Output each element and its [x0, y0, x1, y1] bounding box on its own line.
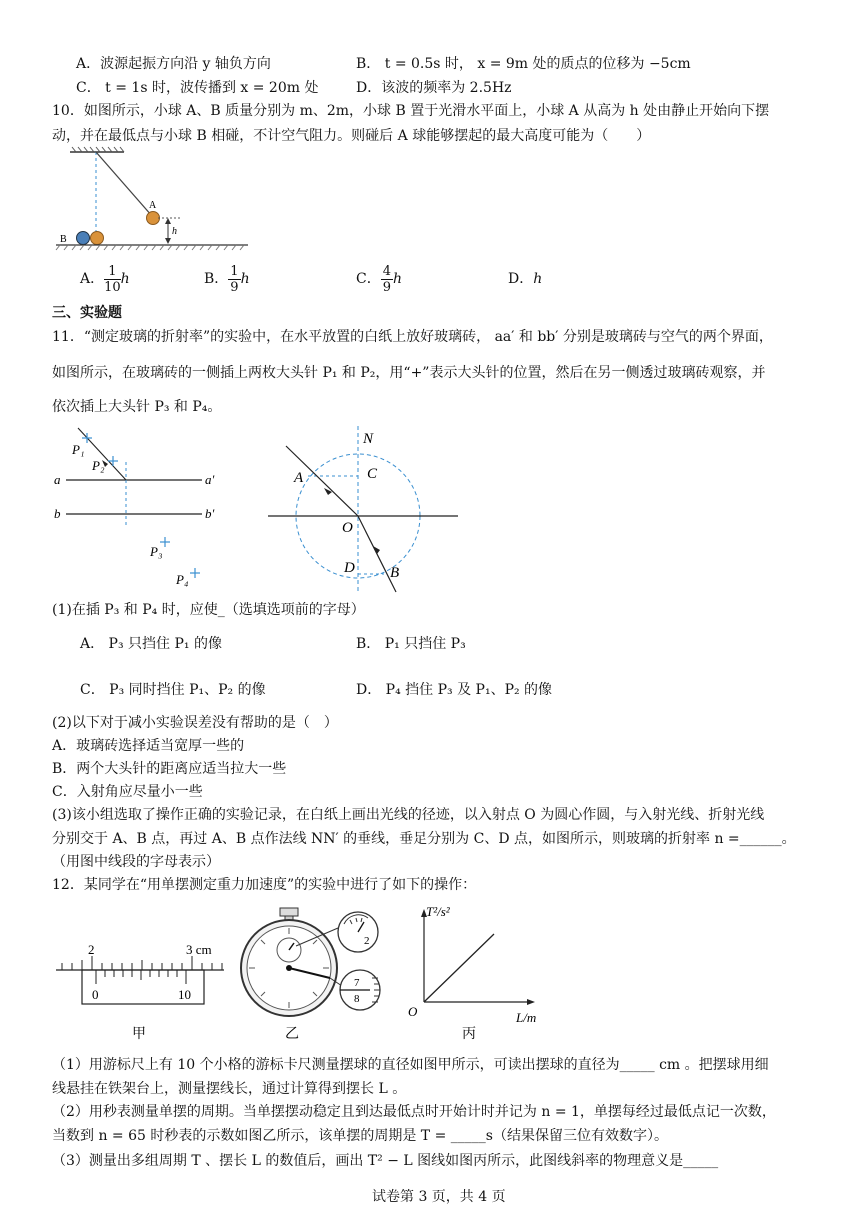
label-n: N	[363, 431, 374, 447]
label-b: b	[54, 506, 61, 521]
ceiling-hatch	[70, 147, 124, 152]
label-c: C	[367, 466, 378, 482]
q11-sub2-option-c: C．入射角应尽量小一些	[52, 784, 203, 800]
q11-stem-line1: 11．“测定玻璃的折射率”的实验中，在水平放置的白纸上放好玻璃砖， aa′ 和 bb′ 分别是玻璃砖与空气的两个界面，	[52, 329, 773, 345]
label-d: D	[344, 560, 355, 576]
label-a: a	[54, 472, 61, 487]
q12-sub2-line1: （2）用秒表测量单摆的周期。当单摆摆动稳定且到达最低点时开始计时并记为 n = 1，单摆每经过最低点记一次数，	[52, 1104, 776, 1120]
q11-sub1-option-d: D． P₄ 挡住 P₃ 及 P₁、P₂ 的像	[356, 682, 553, 698]
label-p1: P₁	[72, 442, 85, 457]
dial-8: 8	[354, 993, 360, 1005]
dial-2: 2	[364, 935, 370, 947]
q10-stem-line1: 10．如图所示，小球 A、B 质量分别为 m、2m，小球 B 置于光滑水平面上，小球 A 从高为 h 处由静止开始向下摆	[52, 103, 770, 119]
q11-sub1: (1)在插 P₃ 和 P₄ 时，应使_（选填选项前的字母）	[52, 602, 365, 618]
q9-option-b: B． t = 0.5s 时， x = 9m 处的质点的位移为 −5cm	[356, 56, 691, 72]
q11-sub3-line3: （用图中线段的字母表示）	[52, 854, 220, 870]
q9-option-d: D．该波的频率为 2.5Hz	[356, 80, 512, 96]
q11-sub3-line1: (3)该小组选取了操作正确的实验记录，在白纸上画出光线的径迹，以入射点 O 为圆心作圆，与入射光线、折射光线	[52, 807, 765, 823]
vernier-10: 10	[178, 987, 191, 1002]
label-b: B	[390, 565, 400, 581]
q12-sub2-line2: 当数到 n = 65 时秒表的示数如图乙所示，该单摆的周期是 T = _____s（结果保留三位有效数字）。	[52, 1128, 668, 1144]
q11-sub3-line2: 分别交于 A、B 点，再过 A、B 点作法线 NN′ 的垂线，垂足分别为 C、D 点，如图所示，则玻璃的折射率 n =______。	[52, 831, 796, 847]
label-a: A	[149, 200, 157, 211]
q11-sub1-option-a: A． P₃ 只挡住 P₁ 的像	[80, 636, 222, 652]
q11-circle-figure	[264, 426, 464, 596]
q11-sub1-option-c: C． P₃ 同时挡住 P₁、P₂ 的像	[80, 682, 266, 698]
y-axis-label: T²/s²	[426, 904, 450, 919]
q10-stem-line2: 动，并在最低点与小球 B 相碰，不计空气阻力。则碰后 A 球能够摆起的最大高度可能为（ ）	[52, 128, 651, 144]
q12-sub1-line1: （1）用游标尺上有 10 个小格的游标卡尺测量摆球的直径如图甲所示，可读出摆球的直径为_____ cm 。把摆球用细	[52, 1057, 769, 1073]
vernier-0: 0	[92, 987, 99, 1002]
q11-sub2-option-b: B．两个大头针的距离应适当拉大一些	[52, 761, 287, 777]
x-axis-label: L/m	[516, 1010, 537, 1025]
dial-7: 7	[354, 977, 360, 989]
t2-l-graph-figure	[404, 904, 554, 1042]
q12-sub3: （3）测量出多组周期 T 、摆长 L 的数值后，画出 T² − L 图线如图丙所示，此图线斜率的物理意义是_____	[52, 1153, 719, 1169]
q12-sub1-line2: 线悬挂在铁架台上，测量摆线长，通过计算得到摆长 L 。	[52, 1081, 407, 1097]
label-p4: P₄	[176, 572, 189, 587]
q10-option-c: C． $\frac{4}{9}$ h	[356, 263, 403, 295]
caliper-figure	[56, 944, 228, 1042]
q11-stem-line2: 如图所示，在玻璃砖的一侧插上两枚大头针 P₁ 和 P₂，用“+”表示大头针的位置，然后在另一侧透过玻璃砖观察，并	[52, 365, 766, 381]
label-p2: P₂	[92, 458, 105, 473]
q9-option-c: C． t = 1s 时，波传播到 x = 20m 处	[76, 80, 319, 96]
q11-sub2-option-a: A．玻璃砖选择适当宽厚一些的	[52, 738, 245, 754]
q10-option-a: A． $\frac{1}{10}$ h	[80, 263, 130, 295]
page-footer: 试卷第 3 页，共 4 页	[372, 1189, 506, 1205]
caption-yi: 乙	[285, 1027, 299, 1042]
q11-glass-figure	[52, 422, 232, 592]
origin-label: O	[408, 1004, 418, 1019]
label-o: O	[342, 520, 353, 536]
q11-sub2: (2)以下对于减小实验误差没有帮助的是（ ）	[52, 715, 338, 731]
tick-3cm: 3 cm	[186, 942, 212, 957]
caption-bing: 丙	[462, 1027, 476, 1042]
label-a: A	[294, 470, 304, 486]
label-a-prime: a′	[205, 472, 215, 487]
q11-stem-line3: 依次插上大头针 P₃ 和 P₄。	[52, 399, 222, 415]
q10-pendulum-figure	[52, 144, 252, 256]
label-h: h	[172, 226, 177, 237]
section-heading: 三、实验题	[52, 305, 122, 321]
q12-stem: 12．某同学在“用单摆测定重力加速度”的实验中进行了如下的操作：	[52, 877, 477, 893]
label-b-prime: b′	[205, 506, 215, 521]
tick-2: 2	[88, 942, 95, 957]
q10-option-d: D．h	[508, 271, 543, 287]
q9-option-a: A．波源起振方向沿 y 轴负方向	[76, 56, 271, 72]
q10-option-b: B． $\frac{1}{9}$ h	[204, 263, 250, 295]
q11-sub1-option-b: B． P₁ 只挡住 P₃	[356, 636, 466, 652]
label-p3: P₃	[150, 544, 163, 559]
stopwatch-figure	[234, 906, 404, 1042]
caption-jia: 甲	[132, 1027, 146, 1042]
label-b: B	[60, 234, 67, 245]
